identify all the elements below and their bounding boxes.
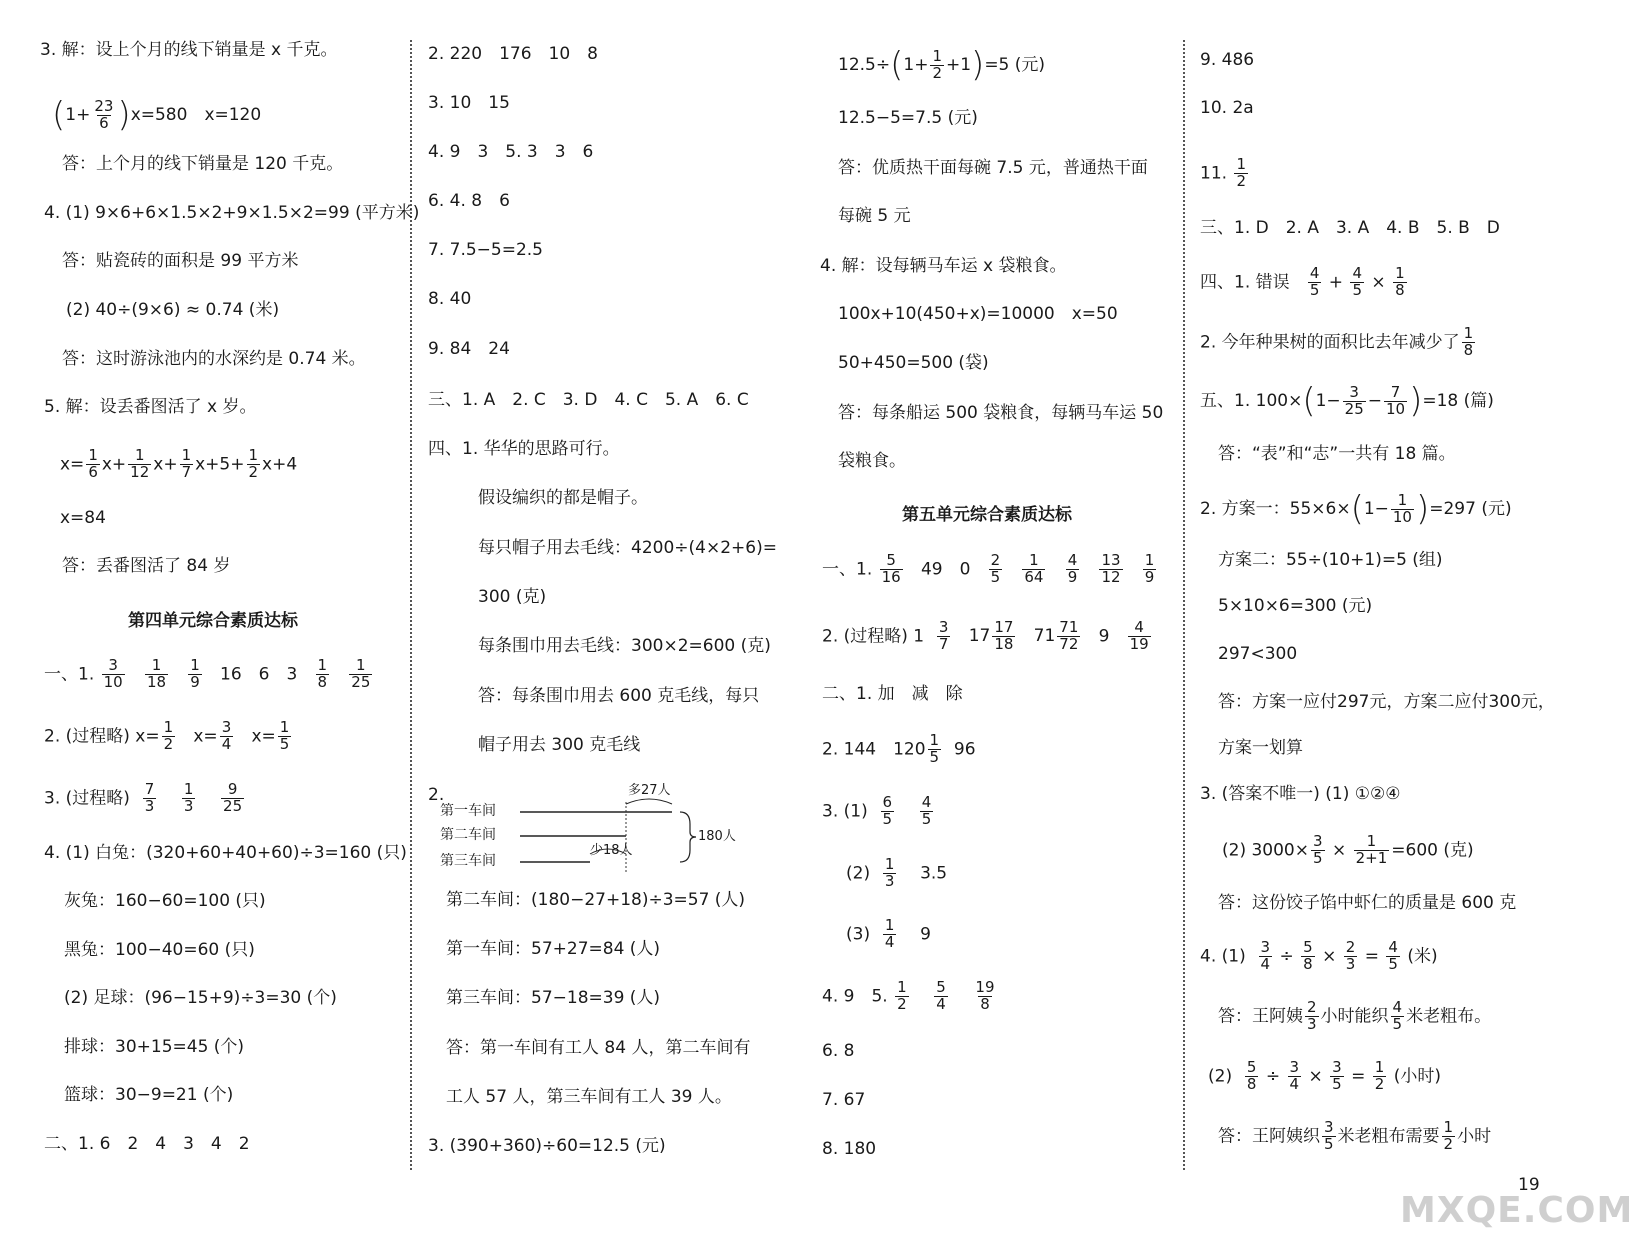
answer-line: 答：这时游泳池内的水深约是 0.74 米。: [62, 349, 366, 369]
answer-line: 答：贴瓷砖的面积是 99 平方米: [62, 251, 299, 271]
text-line: x=84: [60, 508, 106, 528]
text-line: 四、1. 华华的思路可行。: [428, 439, 620, 459]
text-line: 300 (克): [478, 587, 547, 607]
text-line: 12.5−5=7.5 (元): [838, 108, 978, 128]
formula-line: 4. 9 5. $\frac{1}{2}$ $\frac{5}{4}$ $\frac{19}{8}$: [822, 978, 995, 1013]
text-line: 7. 67: [822, 1090, 866, 1110]
formula-line: (2) $\frac{1}{3}$ 3.5: [846, 855, 948, 890]
text-line: 4. (1) 白兔：(320+60+40+60)÷3=160 (只): [44, 843, 407, 863]
label-workshop-1: 第一车间: [440, 803, 496, 819]
text-line: 3. (答案不唯一) (1) ①②④: [1200, 784, 1401, 804]
text-line: (2) 40÷(9×6) ≈ 0.74 (米): [66, 300, 280, 320]
answer-line: 答：每条船运 500 袋粮食，每辆马车运 50: [838, 403, 1164, 423]
text-line: 2. 220 176 10 8: [428, 44, 598, 64]
answer-line: 答：“表”和“志”一共有 18 篇。: [1218, 444, 1456, 464]
text-line: 3. 10 15: [428, 93, 510, 113]
formula-line: x= $\frac{1}{6}$ x+ $\frac{1}{12}$ x+ $\frac{1}{7}$ x+5+ $\frac{1}{2}$ x+4: [60, 446, 298, 481]
text-line: 4. 9 3 5. 3 3 6: [428, 142, 594, 162]
answer-line: 答：每条围巾用去 600 克毛线，每只: [478, 686, 760, 706]
formula-line: 2. 144 120 $\frac{1}{5}$ 96: [822, 731, 976, 766]
text-line: 8. 40: [428, 289, 472, 309]
formula-line: 答：王阿姨织 $\frac{3}{5}$ 米老粗布需要 $\frac{1}{2}$ 小时: [1218, 1118, 1492, 1153]
formula-line: 11. $\frac{1}{2}$: [1200, 155, 1246, 190]
text-line: 第一车间：57+27=84 (人): [446, 939, 661, 959]
text-line: 4. (1) 9×6+6×1.5×2+9×1.5×2=99 (平方米): [44, 203, 420, 223]
text-line: 第二车间：(180−27+18)÷3=57 (人): [446, 890, 746, 910]
formula-line: 2. 今年种果树的面积比去年减少了 $\frac{1}{8}$: [1200, 324, 1474, 359]
section-heading: 第五单元综合素质达标: [902, 505, 1072, 525]
answer-line: 答：优质热干面每碗 7.5 元，普通热干面: [838, 158, 1148, 178]
text-line: 8. 180: [822, 1139, 877, 1159]
text-line: 排球：30+15=45 (个): [64, 1037, 245, 1057]
formula-line: 一、1. $\frac{3}{10}$ $\frac{1}{18}$ $\frac{1}{9}$ 16 6 3 $\frac{1}{8}$ $\frac{1}{25}$: [44, 656, 371, 691]
text-line: 篮球：30−9=21 (个): [64, 1085, 234, 1105]
formula-line: 答：王阿姨 $\frac{2}{3}$ 小时能织 $\frac{4}{5}$ 米老粗布。: [1218, 998, 1492, 1033]
formula-line: 2. (过程略) x= $\frac{1}{2}$ x= $\frac{3}{4}$ x= $\frac{1}{5}$: [44, 718, 290, 753]
formula-line: 12.5÷(1+ $\frac{1}{2}$ +1)=5 (元): [838, 45, 1046, 85]
label-total: 180人: [698, 829, 736, 844]
text-line: 6. 4. 8 6: [428, 191, 510, 211]
text-line: 4. 解：设每辆马车运 x 袋粮食。: [820, 256, 1067, 276]
text-line: 100x+10(450+x)=10000 x=50: [838, 304, 1118, 324]
text-line: 黑兔：100−40=60 (只): [64, 940, 255, 960]
text-line: 三、1. D 2. A 3. A 4. B 5. B D: [1200, 218, 1500, 238]
answer-line: 帽子用去 300 克毛线: [478, 735, 641, 755]
watermark: MXQE.COM: [1400, 1190, 1633, 1231]
answer-line: 工人 57 人，第三车间有工人 39 人。: [446, 1087, 732, 1107]
formula-line: (1+ $\frac{23}{6}$ )x=580 x=120: [52, 95, 262, 135]
segment-diagram: [440, 782, 760, 882]
text-line: 方案二：55÷(10+1)=5 (组): [1218, 550, 1443, 570]
text-line: 二、1. 6 2 4 3 4 2: [44, 1134, 250, 1154]
text-line: 9. 486: [1200, 50, 1255, 70]
text-line: 2.: [428, 785, 445, 805]
answer-line: 袋粮食。: [838, 451, 906, 471]
formula-line: 2. 方案一：55×6×(1− $\frac{1}{10}$ )=297 (元): [1200, 489, 1512, 529]
text-line: 二、1. 加 减 除: [822, 684, 963, 704]
formula-line: 3. (1) $\frac{6}{5}$ $\frac{4}{5}$: [822, 793, 932, 828]
formula-line: 2. (过程略) 1 $\frac{3}{7}$ 17 $\frac{17}{18}$ 71 $\frac{71}{72}$ 9 $\frac{4}{19}$: [822, 618, 1149, 653]
text-line: 3. (390+360)÷60=12.5 (元): [428, 1136, 666, 1156]
text-line: 50+450=500 (袋): [838, 353, 989, 373]
answer-line: 每碗 5 元: [838, 206, 911, 226]
answer-line: 答：上个月的线下销量是 120 千克。: [62, 154, 344, 174]
text-line: 9. 84 24: [428, 339, 510, 359]
page-number: 19: [1518, 1175, 1540, 1195]
text-line: 6. 8: [822, 1041, 855, 1061]
text-line: 每条围巾用去毛线：300×2=600 (克): [478, 636, 771, 656]
formula-line: (2) $\frac{5}{8}$ ÷ $\frac{3}{4}$ × $\frac{3}{5}$ = $\frac{1}{2}$ (小时): [1208, 1058, 1441, 1093]
text-line: 7. 7.5−5=2.5: [428, 240, 543, 260]
answer-line: 答：这份饺子馅中虾仁的质量是 600 克: [1218, 893, 1517, 913]
answer-line: 答：第一车间有工人 84 人，第二车间有: [446, 1038, 751, 1058]
answer-line: 方案一划算: [1218, 738, 1303, 758]
brace-extra: [626, 799, 672, 804]
text-line: 3. 解：设上个月的线下销量是 x 千克。: [40, 40, 338, 60]
label-more: 多27人: [628, 783, 671, 798]
column-divider: [1183, 40, 1185, 1170]
formula-line: 一、1. $\frac{5}{16}$ 49 0 $\frac{2}{5}$ $\frac{1}{64}$ $\frac{4}{9}$ $\frac{13}{12}$ $\frac{1}{9}$: [822, 551, 1155, 586]
label-less: 少18人: [590, 843, 633, 858]
text-line: 5. 解：设丢番图活了 x 岁。: [44, 397, 257, 417]
text-line: 灰兔：160−60=100 (只): [64, 891, 266, 911]
formula-line: (2) 3000× $\frac{3}{5}$ × $\frac{1}{2+1}$ =600 (克): [1222, 832, 1474, 867]
formula-line: (3) $\frac{1}{4}$ 9: [846, 916, 931, 951]
answer-line: 答：方案一应付297元，方案二应付300元，: [1218, 692, 1555, 712]
label-workshop-3: 第三车间: [440, 853, 496, 869]
text-line: 297<300: [1218, 644, 1298, 664]
brace-total: [680, 812, 696, 862]
formula-line: 3. (过程略) $\frac{7}{3}$ $\frac{1}{3}$ $\frac{9}{25}$: [44, 780, 243, 815]
formula-line: 4. (1) $\frac{3}{4}$ ÷ $\frac{5}{8}$ × $\frac{2}{3}$ = $\frac{4}{5}$ (米): [1200, 938, 1438, 973]
text-line: (2) 足球：(96−15+9)÷3=30 (个): [64, 988, 337, 1008]
text-line: 三、1. A 2. C 3. D 4. C 5. A 6. C: [428, 390, 749, 410]
answer-line: 答：丢番图活了 84 岁: [62, 556, 231, 576]
section-heading: 第四单元综合素质达标: [128, 611, 298, 631]
text-line: 第三车间：57−18=39 (人): [446, 988, 661, 1008]
text-line: 10. 2a: [1200, 98, 1254, 118]
formula-line: 五、1. 100×(1− $\frac{3}{25}$ − $\frac{7}{10}$ )=18 (篇): [1200, 381, 1494, 421]
formula-line: 四、1. 错误 $\frac{4}{5}$ + $\frac{4}{5}$ × $\frac{1}{8}$: [1200, 264, 1405, 299]
text-line: 5×10×6=300 (元): [1218, 596, 1373, 616]
text-line: 每只帽子用去毛线：4200÷(4×2+6)=: [478, 538, 777, 558]
label-workshop-2: 第二车间: [440, 827, 496, 843]
text-line: 假设编织的都是帽子。: [478, 488, 648, 508]
